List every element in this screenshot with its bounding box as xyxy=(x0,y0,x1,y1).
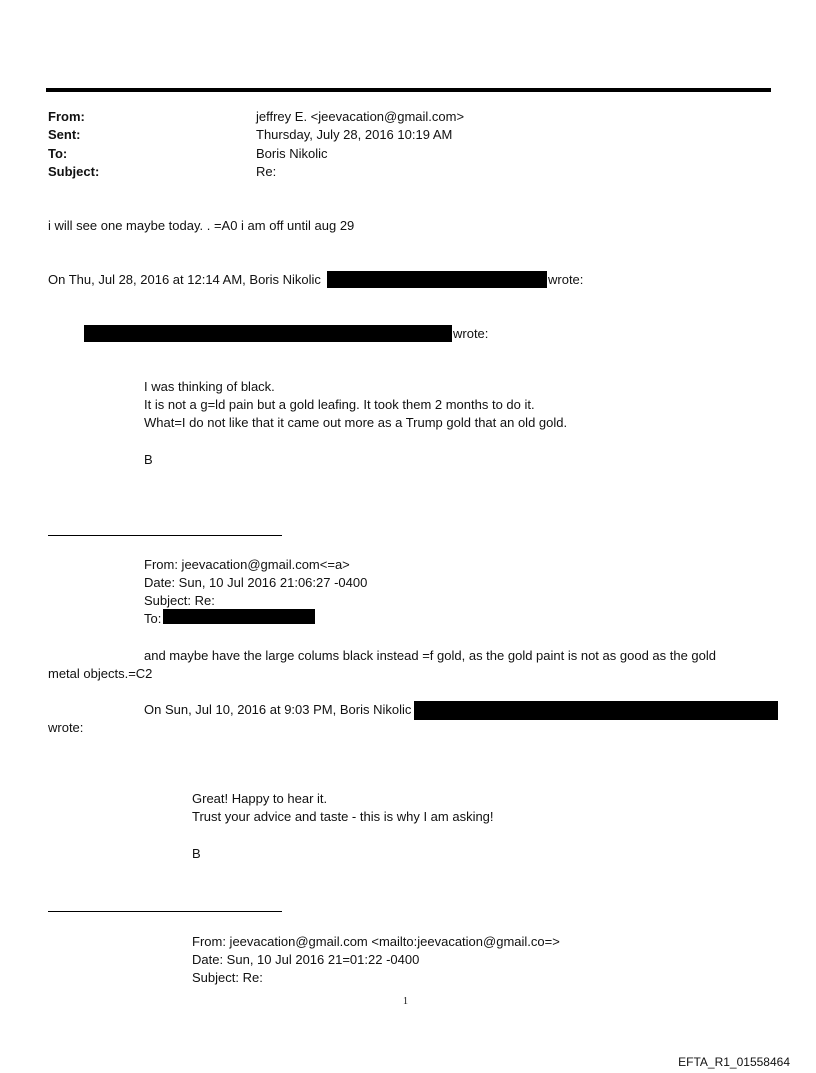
forward-separator xyxy=(48,911,282,912)
to-value: Boris Nikolic xyxy=(256,146,328,161)
fwd2-subject: Subject: Re: xyxy=(192,970,263,985)
from-value: jeffrey E. <jeevacation@gmail.com> xyxy=(256,109,465,124)
quote2-wrote: wrote: xyxy=(453,326,489,341)
fwd2-date: Date: Sun, 10 Jul 2016 21=01:22 -0400 xyxy=(192,952,420,967)
fwd1-to: To: xyxy=(144,611,162,626)
msg2-line2: metal objects.=C2 xyxy=(48,666,153,681)
document-id: EFTA_R1_01558464 xyxy=(678,1055,790,1069)
msg1-signature: B xyxy=(144,452,153,467)
fwd1-from: From: jeevacation@gmail.com<=a> xyxy=(144,557,350,572)
redaction-box xyxy=(414,701,778,720)
to-label: To: xyxy=(48,146,68,161)
msg1-line2: It is not a g=ld pain but a gold leafing. It took them 2 months to do it. xyxy=(144,397,535,412)
msg2-line1: and maybe have the large colums black instead =f gold, as the gold paint is not as good as the gold xyxy=(144,648,717,663)
fwd2-from: From: jeevacation@gmail.com <mailto:jeevacation@gmail.co=> xyxy=(192,934,560,949)
forward-separator xyxy=(48,535,282,536)
msg1-line3: What=I do not like that it came out more as a Trump gold that an old gold. xyxy=(144,415,568,430)
sent-label: Sent: xyxy=(48,127,81,142)
redaction-box xyxy=(163,609,315,624)
msg3-signature: B xyxy=(192,846,201,861)
page-number: 1 xyxy=(403,996,408,1007)
sent-value: Thursday, July 28, 2016 10:19 AM xyxy=(256,127,453,142)
redaction-box xyxy=(327,271,547,288)
msg3-line1: Great! Happy to hear it. xyxy=(192,791,328,806)
quote3-wrote: wrote: xyxy=(48,720,84,735)
fwd1-date: Date: Sun, 10 Jul 2016 21:06:27 -0400 xyxy=(144,575,368,590)
quote1-wrote: wrote: xyxy=(548,272,584,287)
msg3-line2: Trust your advice and taste - this is why I am asking! xyxy=(192,809,494,824)
fwd1-subject: Subject: Re: xyxy=(144,593,215,608)
subject-value: Re: xyxy=(256,164,277,179)
reply-line: i will see one maybe today. . =A0 i am off until aug 29 xyxy=(48,218,355,233)
quote1-intro: On Thu, Jul 28, 2016 at 12:14 AM, Boris Nikolic xyxy=(48,272,321,287)
header-rule xyxy=(46,88,771,92)
subject-label: Subject: xyxy=(48,164,100,179)
msg1-line1: I was thinking of black. xyxy=(144,379,275,394)
from-label: From: xyxy=(48,109,85,124)
quote3-intro: On Sun, Jul 10, 2016 at 9:03 PM, Boris Nikolic xyxy=(144,702,412,717)
redaction-box xyxy=(84,325,452,342)
